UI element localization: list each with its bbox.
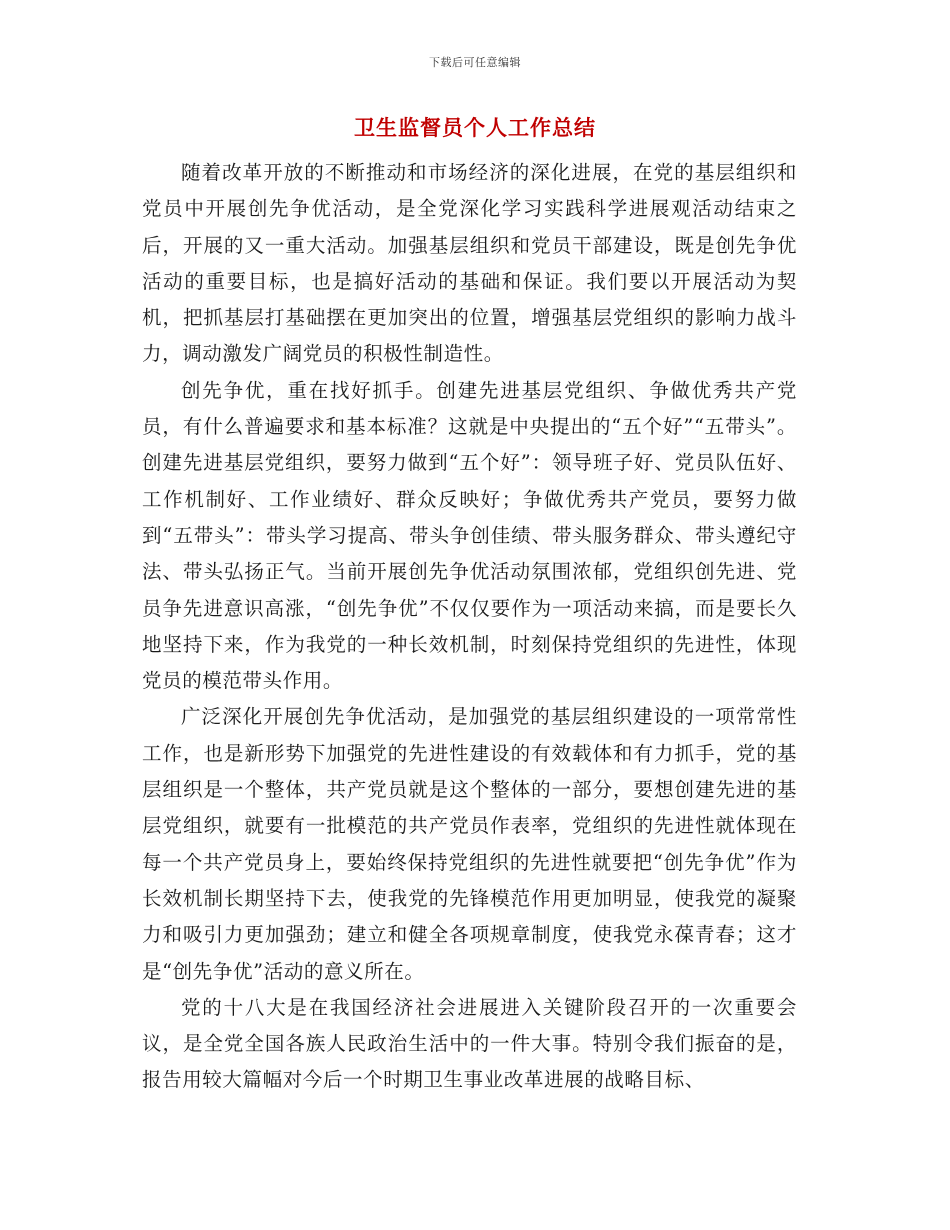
body-paragraph: 广泛深化开展创先争优活动，是加强党的基层组织建设的一项常常性工作，也是新形势下加强党的先进性建设的有效载体和有力抓手，党的基层组织是一个整体，共产党员就是这个整体的一部分，要想创建先进的基层党组织，就要有一批模范的共产党员作表率，党组织的先进性就体现在每一个共产党员身上，要始终保持党组织的先进性就要把“创先争优”作为长效机制长期坚持下去，使我党的先锋模范作用更加明显，使我党的凝聚力和吸引力更加强劲；建立和健全各项规章制度，使我党永葆青春；这才是“创先争优”活动的意义所在。 (142, 705, 797, 983)
document-body (142, 155, 797, 1099)
body-paragraph: 创先争优，重在找好抓手。创建先进基层党组织、争做优秀共产党员，有什么普遍要求和基本标准？这就是中央提出的“五个好”“五带头”。创建先进基层党组织，要努力做到“五个好”：领导班子好、党员队伍好、工作机制好、工作业绩好、群众反映好；争做优秀共产党员，要努力做到“五带头”：带头学习提高、带头争创佳绩、带头服务群众、带头遵纪守法、带头弘扬正气。当前开展创先争优活动氛围浓郁，党组织创先进、党员争先进意识高涨，“创先争优”不仅仅要作为一项活动来搞，而是要长久地坚持下来，作为我党的一种长效机制，时刻保持党组织的先进性，体现党员的模范带头作用。 (142, 378, 797, 693)
body-paragraph: 党的十八大是在我国经济社会进展进入关键阶段召开的一次重要会议，是全党全国各族人民政治生活中的一件大事。特别令我们振奋的是，报告用较大篇幅对今后一个时期卫生事业改革进展的战略目标、 (142, 995, 797, 1092)
document-title: 卫生监督员个人工作总结 (354, 115, 596, 140)
header-note: 下载后可任意编辑 (429, 56, 521, 69)
body-paragraph: 随着改革开放的不断推动和市场经济的深化进展，在党的基层组织和党员中开展创先争优活动，是全党深化学习实践科学进展观活动结束之后，开展的又一重大活动。加强基层组织和党员干部建设，既是创先争优活动的重要目标，也是搞好活动的基础和保证。我们要以开展活动为契机，把抓基层打基础摆在更加突出的位置，增强基层党组织的影响力战斗力，调动激发广阔党员的积极性制造性。 (142, 161, 797, 366)
